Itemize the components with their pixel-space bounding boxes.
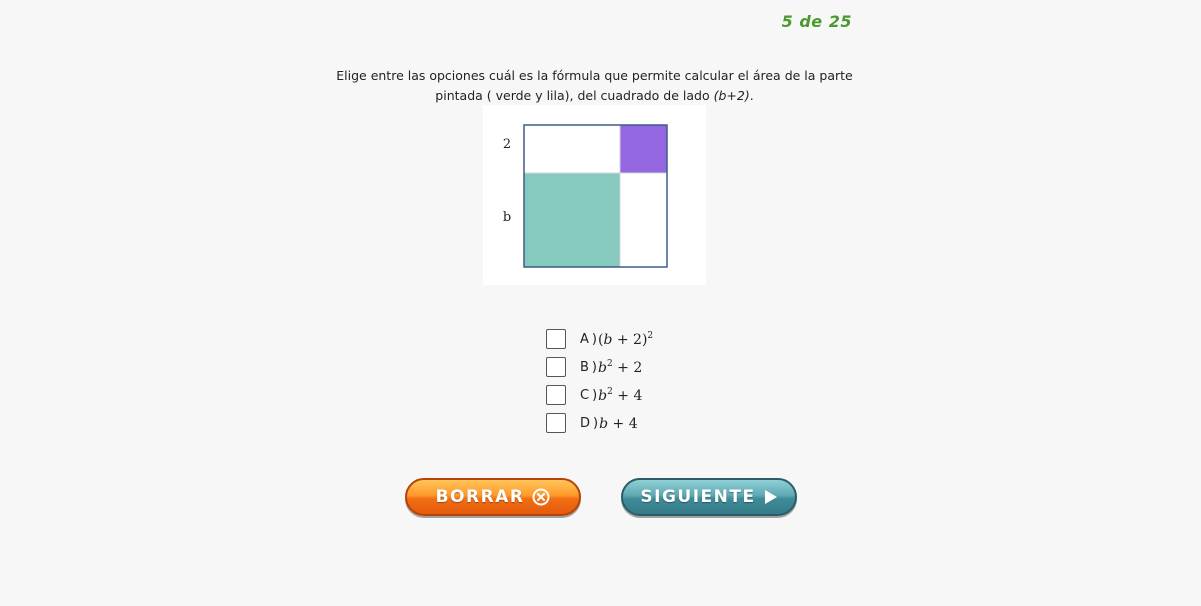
question-side-formula: (b+2) bbox=[713, 88, 750, 103]
option-b-formula bbox=[598, 359, 642, 376]
green-region bbox=[524, 173, 620, 267]
option-c-tail: + 4 bbox=[612, 387, 643, 404]
option-a-var: b bbox=[603, 331, 613, 348]
option-a-letter: A bbox=[580, 331, 589, 347]
option-d[interactable] bbox=[546, 409, 706, 437]
option-d-tail: + 4 bbox=[608, 415, 638, 432]
option-d-paren: ) bbox=[593, 415, 599, 431]
option-a-formula bbox=[598, 331, 653, 348]
question-line-2-end: . bbox=[749, 88, 754, 103]
option-c-paren: ) bbox=[592, 387, 598, 403]
option-b-tail: + 2 bbox=[612, 359, 643, 376]
play-arrow-icon bbox=[764, 489, 778, 505]
label-b-side: b bbox=[502, 210, 512, 225]
option-d-checkbox[interactable] bbox=[546, 413, 566, 433]
progress-counter bbox=[700, 12, 852, 31]
progress-current: 5 bbox=[781, 12, 794, 31]
option-a-exponent: 2 bbox=[647, 330, 654, 341]
option-c[interactable] bbox=[546, 381, 706, 409]
answer-options bbox=[546, 325, 706, 437]
option-d-formula bbox=[599, 415, 638, 432]
progress-separator: de bbox=[799, 12, 823, 31]
option-a-pre: ( bbox=[597, 331, 604, 348]
option-c-formula bbox=[598, 387, 642, 404]
option-c-exponent: 2 bbox=[607, 386, 613, 397]
white-bottom-right-region bbox=[620, 173, 667, 267]
purple-region bbox=[620, 125, 667, 173]
next-button[interactable] bbox=[621, 478, 797, 516]
square-diagram bbox=[483, 105, 706, 285]
square-figure bbox=[483, 105, 706, 285]
option-b-var: b bbox=[598, 359, 607, 376]
white-top-left-region bbox=[524, 125, 620, 173]
option-c-var: b bbox=[598, 387, 608, 404]
option-a-mid: + 2) bbox=[612, 331, 648, 348]
option-b-checkbox[interactable] bbox=[546, 357, 566, 377]
option-b-letter: B bbox=[580, 359, 589, 375]
option-d-letter: D bbox=[580, 415, 591, 431]
option-c-letter: C bbox=[580, 387, 590, 403]
question-text bbox=[322, 66, 867, 106]
label-top-side: 2 bbox=[502, 137, 512, 152]
option-b[interactable] bbox=[546, 353, 706, 381]
clear-button[interactable] bbox=[405, 478, 581, 516]
next-button-label: SIGUIENTE bbox=[640, 487, 756, 507]
option-a-paren: ) bbox=[591, 331, 597, 347]
option-b-paren: ) bbox=[591, 359, 597, 375]
question-line-2-text: pintada ( verde y lila), del cuadrado de lado bbox=[435, 88, 714, 103]
option-d-var: b bbox=[599, 415, 609, 432]
circle-x-icon bbox=[532, 488, 550, 506]
question-line-2 bbox=[322, 86, 867, 106]
progress-total: 25 bbox=[828, 12, 852, 31]
option-a[interactable] bbox=[546, 325, 706, 353]
question-line-1: Elige entre las opciones cuál es la fórmula que permite calcular el área de la parte bbox=[336, 68, 853, 83]
clear-button-label: BORRAR bbox=[435, 487, 525, 507]
option-c-checkbox[interactable] bbox=[546, 385, 566, 405]
option-b-exponent: 2 bbox=[606, 358, 613, 369]
option-a-checkbox[interactable] bbox=[546, 329, 566, 349]
